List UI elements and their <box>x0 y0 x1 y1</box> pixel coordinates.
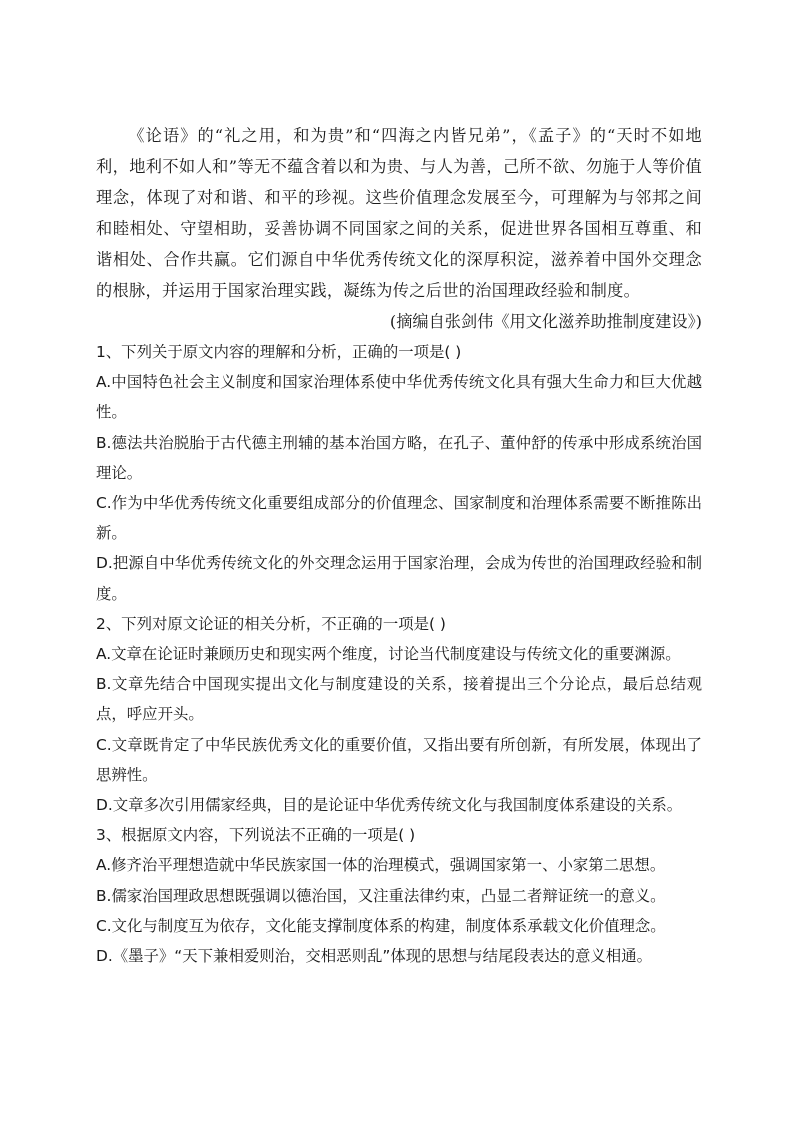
option-d: D.《墨子》“天下兼相爱则治，交相恶则乱”体现的思想与结尾段表达的意义相通。 <box>96 947 652 966</box>
document-page <box>96 120 702 971</box>
question-stem: 2、下列对原文论证的相关分析，不正确的一项是( ) <box>96 614 446 633</box>
question-stem: 3、根据原文内容，下列说法不正确的一项是( ) <box>96 826 416 845</box>
option-a: A.文章在论证时兼顾历史和现实两个维度，讨论当代制度建设与传统文化的重要渊源。 <box>96 645 681 664</box>
question-stem: 1、下列关于原文内容的理解和分析，正确的一项是( ) <box>96 343 462 361</box>
question-2 <box>96 609 702 820</box>
option-c: C.文章既肯定了中华民族优秀文化的重要价值，又指出要有所创新，有所发展，体现出了思辨性。 <box>96 735 702 784</box>
passage-paragraph: 《论语》的“礼之用，和为贵”和“四海之内皆兄弟”，《孟子》的“天时不如地利，地利不如人和”等无不蕴含着以和为贵、与人为善，己所不欲、勿施于人等价值理念，体现了对和谐、和平的珍视。这些价值理念发展至今，可理解为与邻邦之间和睦相处、守望相助，妥善协调不同国家之间的关系，促进世界各国相互尊重、和谐相处、合作共赢。它们源自中华优秀传统文化的深厚积淀，滋养着中国外交理念的根脉，并运用于国家治理实践，凝练为传之后世的治国理政经验和制度。 <box>96 126 702 300</box>
option-b: B.文章先结合中国现实提出文化与制度建设的关系，接着提出三个分论点，最后总结观点，呼应开头。 <box>96 675 702 724</box>
option-b: B.德法共治脱胎于古代德主刑辅的基本治国方略，在孔子、董仲舒的传承中形成系统治国理论。 <box>96 433 702 482</box>
option-c: C.文化与制度互为依存，文化能支撑制度体系的构建，制度体系承载文化价值理念。 <box>96 916 666 935</box>
option-a: A.修齐治平理想造就中华民族家国一体的治理模式，强调国家第一、小家第二思想。 <box>96 856 666 875</box>
option-d: D.把源自中华优秀传统文化的外交理念运用于国家治理，会成为传世的治国理政经验和制度。 <box>96 554 702 603</box>
option-c: C.作为中华优秀传统文化重要组成部分的价值理念、国家制度和治理体系需要不断推陈出新。 <box>96 494 702 543</box>
passage-source: (摘编自张剑伟《用文化滋养助推制度建设》) <box>389 312 702 331</box>
option-a: A.中国特色社会主义制度和国家治理体系使中华优秀传统文化具有强大生命力和巨大优越性。 <box>96 373 702 422</box>
question-1 <box>96 337 702 609</box>
question-3 <box>96 820 702 971</box>
option-b: B.儒家治国理政思想既强调以德治国，又注重法律约束，凸显二者辩证统一的意义。 <box>96 886 666 905</box>
option-d: D.文章多次引用儒家经典，目的是论证中华优秀传统文化与我国制度体系建设的关系。 <box>96 796 683 815</box>
